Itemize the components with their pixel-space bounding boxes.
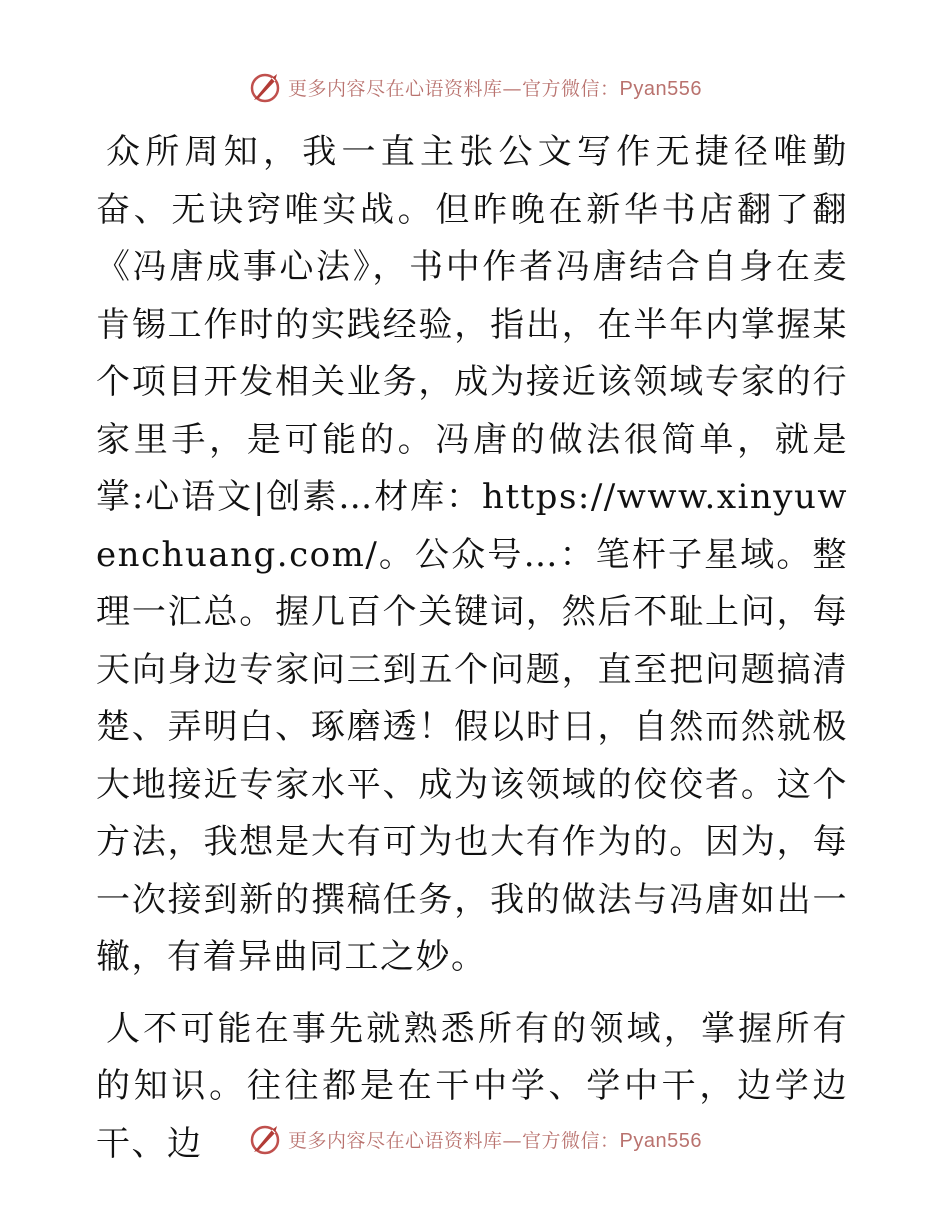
header-watermark: [0, 70, 950, 104]
quill-pen-logo-icon: [248, 70, 282, 104]
watermark-id: Pyan556: [619, 1129, 702, 1152]
quill-pen-logo-icon: [248, 1122, 282, 1156]
document-body: [96, 124, 848, 1173]
paragraph-2: 人不可能在事先就熟悉所有的领域，掌握所有的知识。往往都是在干中学、学中干，边学边干、边: [96, 1008, 848, 1164]
watermark-id: Pyan556: [619, 77, 702, 100]
watermark-text: 更多内容尽在心语资料库—官方微信：Pyan556: [288, 77, 702, 100]
paragraph-1: 众所周知，我一直主张公文写作无捷径唯勤奋、无诀窍唯实战。但昨晚在新华书店翻了翻《冯唐成事心法》，书中作者冯唐结合自身在麦肯锡工作时的实践经验，指出，在半年内掌握某个项目开发相关业务，成为接近该领域专家的行家里手，是可能的。冯唐的做法很简单，就是掌:心语文|创素…材库：https://www.xinyuwenchuang.com/。公众号…：笔杆子星域。整理一汇总。握几百个关键词，然后不耻上问，每天向身边专家问三到五个问题，直至把问题搞清楚、弄明白、琢磨透！假以时日，自然而然就极大地接近专家水平、成为该领域的佼佼者。这个方法，我想是大有可为也大有作为的。因为，每一次接到新的撰稿任务，我的做法与冯唐如出一辙，有着异曲同工之妙。: [96, 132, 848, 977]
watermark-text: 更多内容尽在心语资料库—官方微信：Pyan556: [288, 1129, 702, 1152]
footer-watermark: [0, 1122, 950, 1156]
